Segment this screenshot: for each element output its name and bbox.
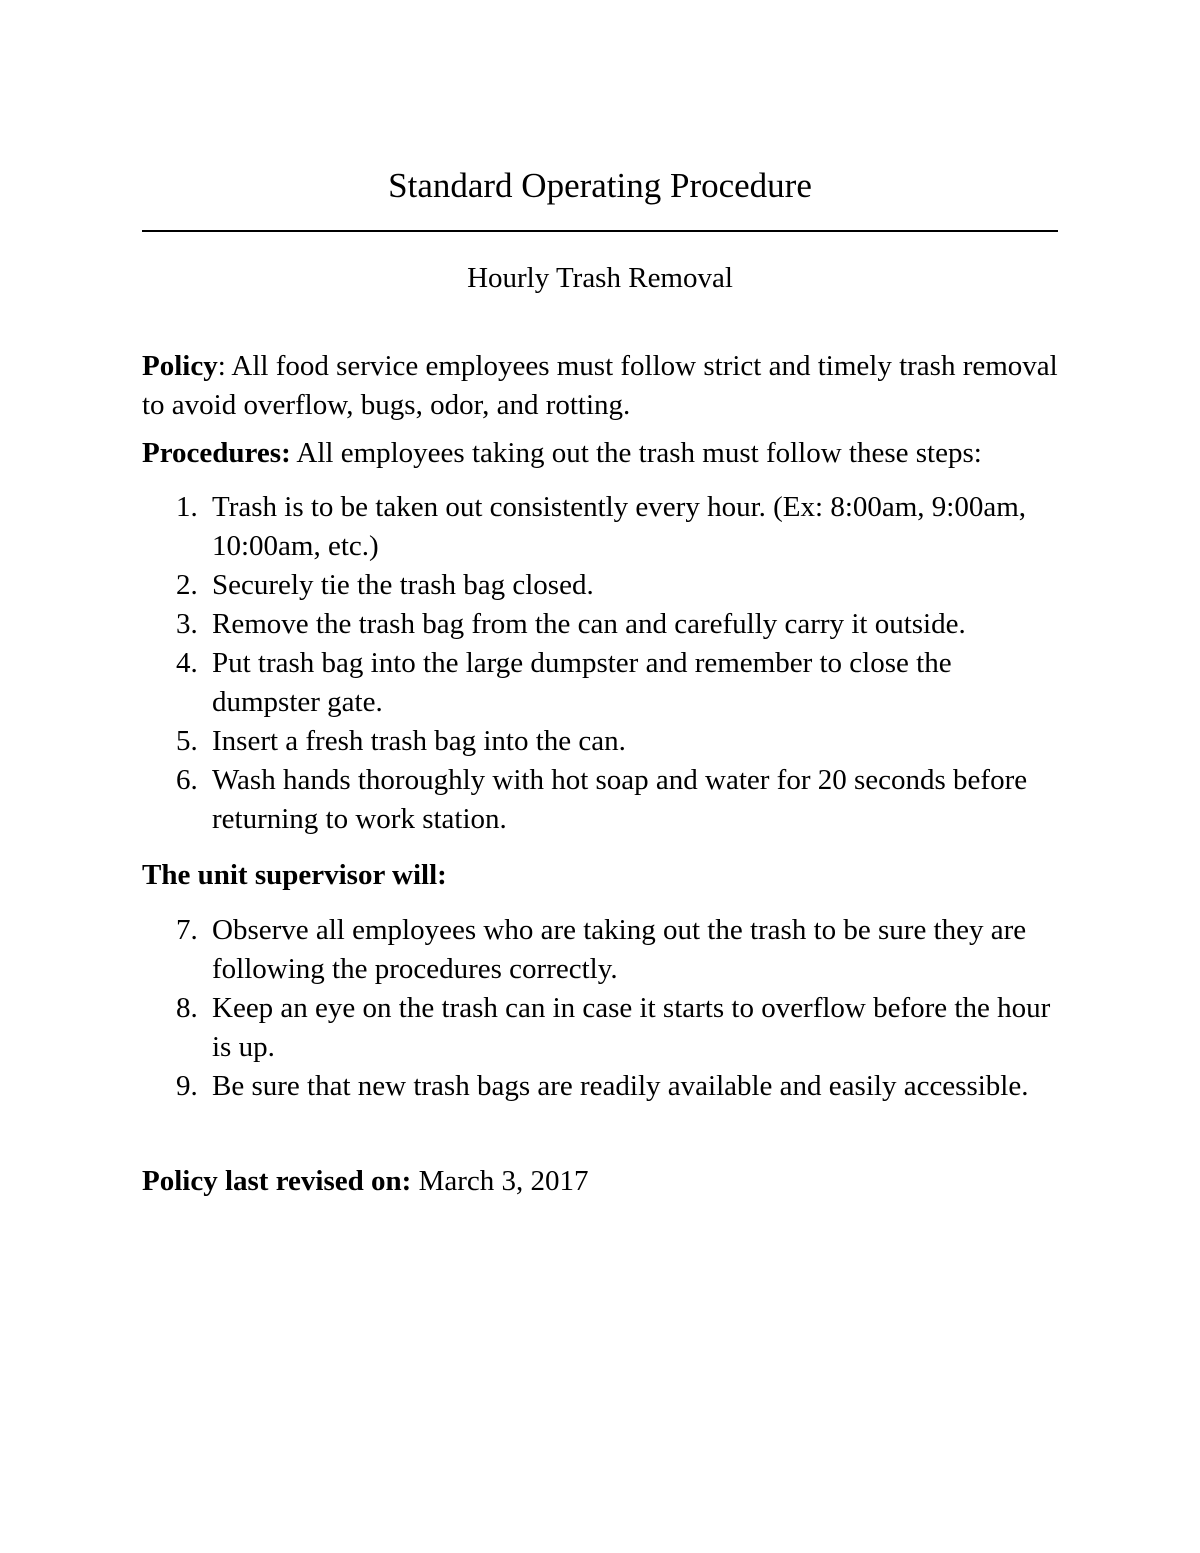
list-item-number: 1. bbox=[176, 491, 198, 523]
policy-label: Policy bbox=[142, 350, 218, 382]
list-item-text: Remove the trash bag from the can and carefully carry it outside. bbox=[212, 608, 966, 640]
supervisor-heading bbox=[142, 856, 1062, 895]
list-item-text: Be sure that new trash bags are readily available and easily accessible. bbox=[212, 1070, 1029, 1102]
list-item-number: 2. bbox=[176, 569, 198, 601]
procedures-text: All employees taking out the trash must follow these steps: bbox=[290, 437, 982, 469]
list-item-number: 8. bbox=[176, 992, 198, 1024]
supervisor-steps-list bbox=[142, 911, 1062, 1106]
list-item bbox=[142, 644, 1062, 722]
list-item bbox=[142, 566, 1062, 605]
list-item bbox=[142, 911, 1062, 989]
list-item-number: 3. bbox=[176, 608, 198, 640]
list-item-text: Wash hands thoroughly with hot soap and water for 20 seconds before returning to work station. bbox=[212, 764, 1028, 835]
list-item bbox=[142, 761, 1062, 839]
revision-line bbox=[142, 1162, 1062, 1201]
procedures-paragraph bbox=[142, 434, 1062, 473]
supervisor-label: The unit supervisor will: bbox=[142, 859, 447, 891]
list-item-number: 6. bbox=[176, 764, 198, 796]
policy-text: : All food service employees must follow strict and timely trash removal to avoid overflow, bugs, odor, and rotting. bbox=[142, 350, 1058, 421]
policy-paragraph bbox=[142, 347, 1062, 425]
revised-label: Policy last revised on: bbox=[142, 1165, 412, 1197]
document-subtitle: Hourly Trash Removal bbox=[467, 262, 733, 294]
list-item-text: Insert a fresh trash bag into the can. bbox=[212, 725, 626, 757]
list-item-text: Trash is to be taken out consistently every hour. (Ex: 8:00am, 9:00am, 10:00am, etc.) bbox=[212, 491, 1027, 562]
list-item-text: Put trash bag into the large dumpster and remember to close the dumpster gate. bbox=[212, 647, 952, 718]
list-item bbox=[142, 989, 1062, 1067]
list-item bbox=[142, 605, 1062, 644]
list-item bbox=[142, 722, 1062, 761]
list-item-number: 7. bbox=[176, 914, 198, 946]
procedures-label: Procedures: bbox=[142, 437, 291, 469]
procedure-steps-list bbox=[142, 488, 1062, 839]
list-item bbox=[142, 1067, 1062, 1106]
list-item-number: 9. bbox=[176, 1070, 198, 1102]
list-item-number: 5. bbox=[176, 725, 198, 757]
list-item bbox=[142, 488, 1062, 566]
revised-date: March 3, 2017 bbox=[411, 1165, 589, 1197]
document-title: Standard Operating Procedure bbox=[388, 166, 812, 205]
list-item-number: 4. bbox=[176, 647, 198, 679]
list-item-text: Securely tie the trash bag closed. bbox=[212, 569, 594, 601]
list-item-text: Keep an eye on the trash can in case it starts to overflow before the hour is up. bbox=[212, 992, 1051, 1063]
title-divider bbox=[142, 230, 1058, 232]
list-item-text: Observe all employees who are taking out the trash to be sure they are following the procedures correctly. bbox=[212, 914, 1027, 985]
